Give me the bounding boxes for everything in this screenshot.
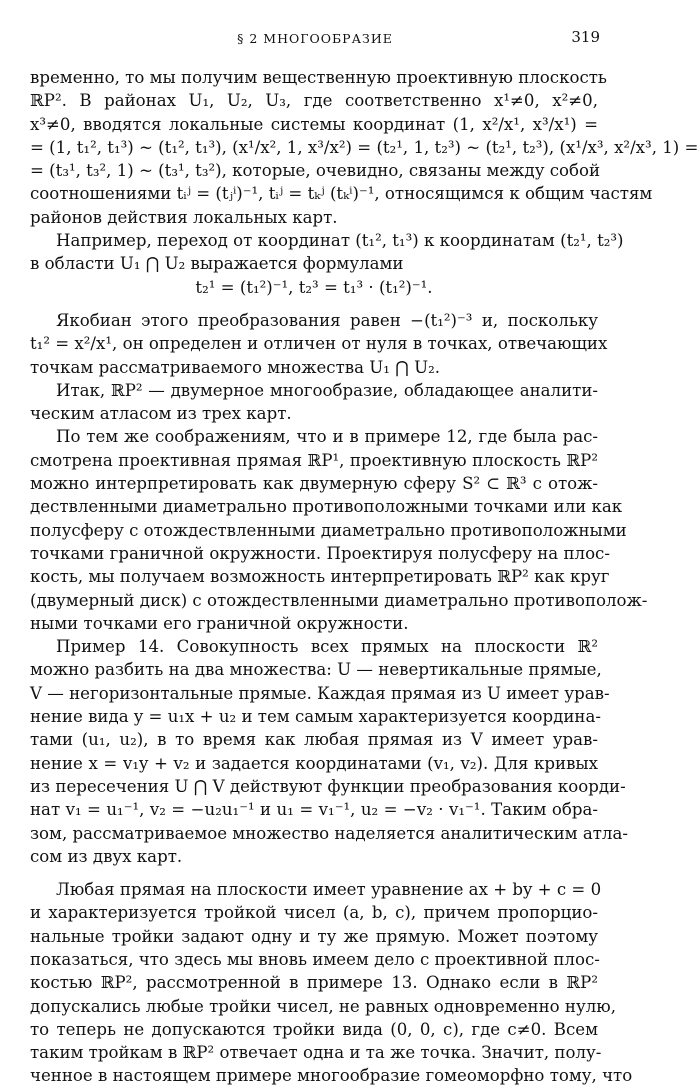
text-line: то теперь не допускаются тройки вида (0, 0, c), где c≠0. Всем bbox=[30, 1019, 598, 1039]
text-line: костью ℝP², рассмотренной в примере 13. Однако если в ℝP² bbox=[30, 973, 598, 993]
text-line: точками граничной окружности. Проектируя полусферу на плос- bbox=[30, 543, 610, 563]
running-head: § 2 МНОГООБРАЗИЕ bbox=[237, 31, 393, 46]
page-number: 319 bbox=[571, 28, 600, 46]
text-line: нение вида y = u₁x + u₂ и тем самым характеризуется координа- bbox=[30, 707, 601, 727]
text-line: ческим атласом из трех карт. bbox=[30, 404, 292, 424]
text-line: в области U₁ ⋂ U₂ выражается формулами bbox=[30, 254, 404, 274]
text-line: зом, рассматриваемое множество наделяется аналитическим атла- bbox=[30, 823, 628, 843]
text-line: По тем же соображениям, что и в примере 12, где была рас- bbox=[56, 427, 598, 447]
text-line: можно разбить на два множества: U — невертикальные прямые, bbox=[30, 660, 602, 680]
text-line: таким тройкам в ℝP² отвечает одна и та же точка. Значит, полу- bbox=[30, 1043, 602, 1063]
text-line: Пример 14. Совокупность всех прямых на плоскости ℝ² bbox=[56, 637, 598, 657]
text-line: из пересечения U ⋂ V действуют функции преобразования коорди- bbox=[30, 776, 626, 796]
text-line: временно, то мы получим вещественную проективную плоскость bbox=[30, 68, 607, 87]
text-line: сом из двух карт. bbox=[30, 846, 183, 866]
text-line: допускались любые тройки чисел, не равных одновременно нулю, bbox=[30, 996, 617, 1016]
text-line: кость, мы получаем возможность интерпретировать ℝP² как круг bbox=[30, 567, 610, 587]
text-line: и характеризуется тройкой чисел (a, b, c), причем пропорцио- bbox=[30, 903, 598, 923]
text-line: нение x = v₁y + v₂ и задается координатами (v₁, v₂). Для кривых bbox=[30, 753, 598, 773]
text-line: t₂¹ = (t₁²)⁻¹, t₂³ = t₁³ · (t₁²)⁻¹. bbox=[195, 277, 433, 297]
text-line: ными точками его граничной окружности. bbox=[30, 613, 409, 633]
text-line: дествленными диаметрально противоположными точками или как bbox=[30, 497, 623, 517]
page-header bbox=[30, 28, 600, 50]
text-line: ченное в настоящем примере многообразие гомеоморфно тому, что bbox=[30, 1066, 633, 1086]
text-line: нат v₁ = u₁⁻¹, v₂ = −u₂u₁⁻¹ и u₁ = v₁⁻¹, u₂ = −v₂ · v₁⁻¹. Таким обра- bbox=[30, 800, 598, 820]
body-text bbox=[30, 66, 698, 1088]
text-line: Итак, ℝP² — двумерное многообразие, обладающее аналити- bbox=[56, 380, 598, 400]
text-line: показаться, что здесь мы вновь имеем дело с проективной плос- bbox=[30, 949, 600, 969]
text-line: можно интерпретировать как двумерную сферу S² ⊂ ℝ³ с отож- bbox=[30, 474, 598, 494]
text-line: t₁² = x²/x¹, он определен и отличен от нуля в точках, отвечающих bbox=[30, 334, 608, 354]
text-line: x³≠0, вводятся локальные системы координат (1, x²/x¹, x³/x¹) = bbox=[30, 114, 598, 134]
text-line: (двумерный диск) с отождествленными диаметрально противополож- bbox=[30, 590, 648, 610]
text-line: нальные тройки задают одну и ту же прямую. Может поэтому bbox=[30, 926, 598, 946]
text-line: соотношениями tᵢʲ = (tⱼⁱ)⁻¹, tᵢʲ = tₖʲ (tₖⁱ)⁻¹, относящимся к общим частям bbox=[30, 184, 653, 204]
text-line: точкам рассматриваемого множества U₁ ⋂ U₂. bbox=[30, 357, 440, 377]
text-line: Якобиан этого преобразования равен −(t₁²)⁻³ и, поскольку bbox=[56, 310, 598, 330]
text-line: Любая прямая на плоскости имеет уравнение ax + by + c = 0 bbox=[56, 880, 602, 900]
text-line: районов действия локальных карт. bbox=[30, 207, 338, 227]
paragraph-gap bbox=[30, 868, 598, 878]
text-line: ℝP². В районах U₁, U₂, U₃, где соответственно x¹≠0, x²≠0, bbox=[30, 91, 598, 111]
text-line: V — негоризонтальные прямые. Каждая прямая из U имеет урав- bbox=[30, 683, 610, 703]
text-line: тами (u₁, u₂), в то время как любая прямая из V имеет урав- bbox=[30, 730, 598, 750]
paragraph-gap bbox=[30, 299, 598, 309]
text-line: Например, переход от координат (t₁², t₁³) к координатам (t₂¹, t₂³) bbox=[56, 231, 624, 251]
text-line: = (1, t₁², t₁³) ~ (t₁², t₁³), (x¹/x², 1, x³/x²) = (t₂¹, 1, t₂³) ~ (t₂¹, t₂³), (x¹/x³, x²/x³, 1) = bbox=[30, 137, 698, 157]
text-line: полусферу с отождествленными диаметрально противоположными bbox=[30, 520, 627, 540]
text-line: = (t₃¹, t₃², 1) ~ (t₃¹, t₃²), которые, очевидно, связаны между собой bbox=[30, 161, 601, 181]
text-line: смотрена проективная прямая ℝP¹, проективную плоскость ℝP² bbox=[30, 450, 598, 470]
